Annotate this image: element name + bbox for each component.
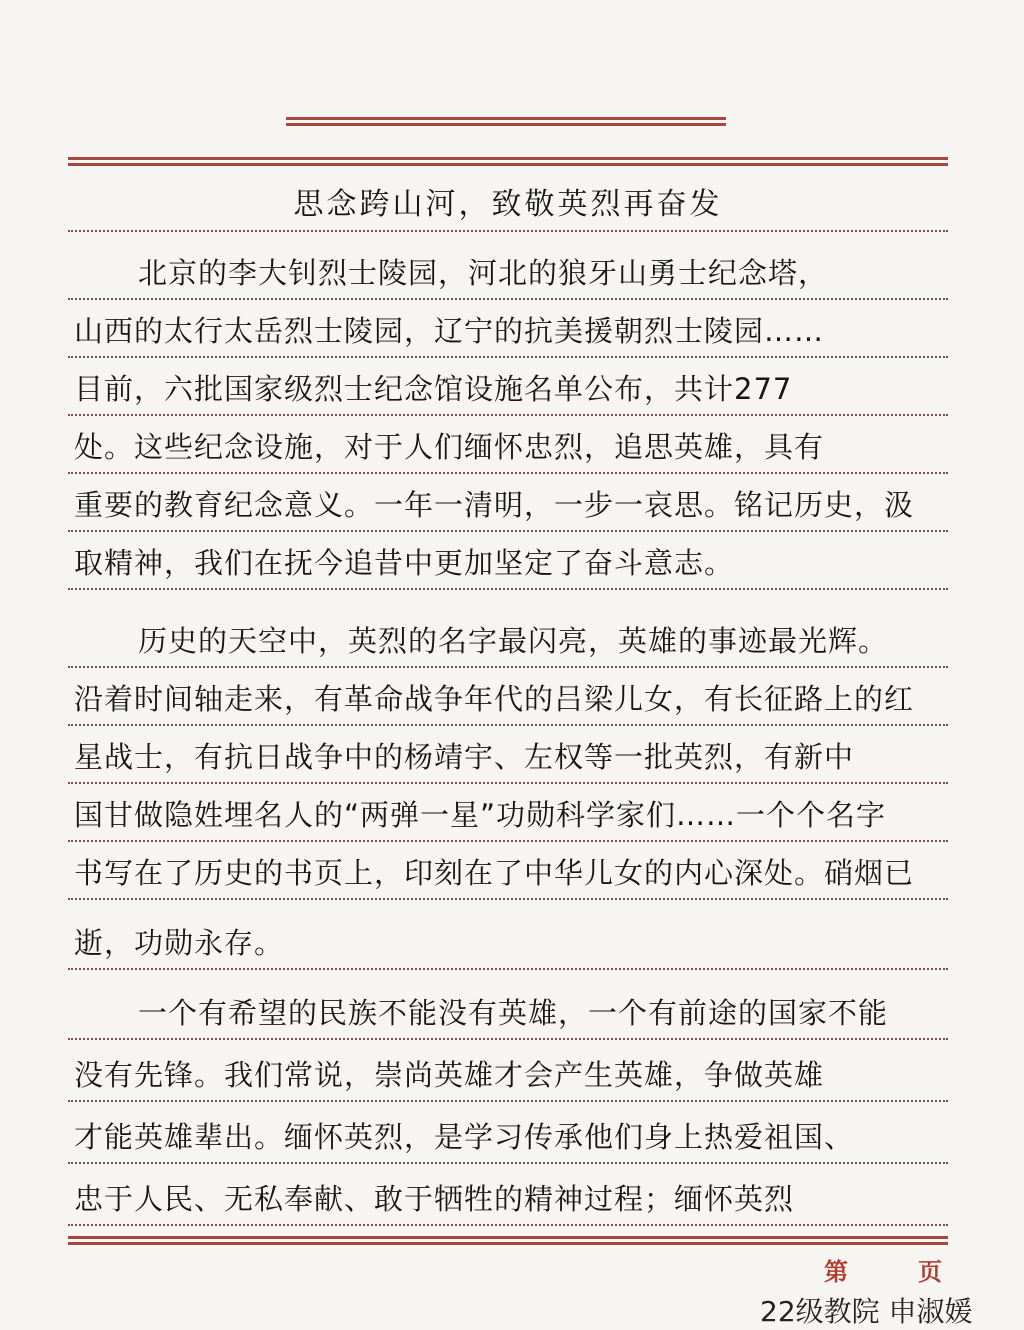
ruled-line	[68, 530, 948, 590]
ruled-line	[68, 724, 948, 784]
ruled-line	[68, 1042, 948, 1102]
frame-top-rule-inner	[68, 163, 948, 166]
ruled-line	[68, 666, 948, 726]
line-text: 书写在了历史的书页上，印刻在了中华儿女的内心深处。硝烟已	[74, 856, 915, 890]
line-text: 忠于人民、无私奉献、敢于牺牲的精神过程；缅怀英烈	[74, 1182, 795, 1216]
ruled-line	[68, 298, 948, 358]
line-text: 没有先锋。我们常说，崇尚英雄才会产生英雄，争做英雄	[74, 1058, 825, 1092]
line-text: 一个有希望的民族不能没有英雄，一个有前途的国家不能	[138, 996, 889, 1030]
line-text: 处。这些纪念设施，对于人们缅怀忠烈，追思英雄，具有	[74, 430, 825, 464]
line-text: 逝，功勋永存。	[74, 926, 285, 960]
ruled-line	[68, 1104, 948, 1164]
line-text: 北京的李大钊烈士陵园，河北的狼牙山勇士纪念塔，	[138, 256, 829, 290]
ruled-line	[68, 782, 948, 842]
ruled-line	[68, 356, 948, 416]
ruled-line	[68, 472, 948, 532]
line-text: 山西的太行太岳烈士陵园，辽宁的抗美援朝烈士陵园……	[74, 314, 825, 348]
author-signature: 22级教院 申淑媛	[760, 1295, 973, 1328]
ruled-line	[68, 980, 948, 1040]
line-text: 目前，六批国家级烈士纪念馆设施名单公布，共计277	[74, 372, 793, 406]
line-text: 国甘做隐姓埋名人的“两弹一星”功勋科学家们……一个个名字	[74, 798, 887, 832]
frame-top-rule	[68, 157, 948, 160]
header-rule-top	[286, 117, 726, 120]
line-text: 重要的教育纪念意义。一年一清明，一步一哀思。铭记历史，汲	[74, 488, 915, 522]
line-text: 取精神，我们在抚今追昔中更加坚定了奋斗意志。	[74, 546, 735, 580]
ruled-line	[68, 1166, 948, 1226]
line-text: 历史的天空中，英烈的名字最闪亮，英雄的事迹最光辉。	[138, 624, 889, 658]
page-number-suffix: 页	[918, 1257, 942, 1286]
ruled-line	[68, 414, 948, 474]
frame-bottom-rule-inner	[68, 1242, 948, 1245]
page-number-prefix: 第	[824, 1257, 848, 1286]
essay-title-line	[68, 172, 948, 232]
line-text: 沿着时间轴走来，有革命战争年代的吕梁儿女，有长征路上的红	[74, 682, 915, 716]
essay-title: 思念跨山河，致敬英烈再奋发	[293, 188, 723, 222]
line-text: 星战士，有抗日战争中的杨靖宇、左权等一批英烈，有新中	[74, 740, 855, 774]
header-rule-bottom	[286, 123, 726, 126]
ruled-line	[68, 240, 948, 300]
ruled-line	[68, 840, 948, 900]
line-text: 才能英雄辈出。缅怀英烈，是学习传承他们身上热爱祖国、	[74, 1120, 855, 1154]
frame-bottom-rule	[68, 1236, 948, 1239]
ruled-line	[68, 910, 948, 970]
ruled-line	[68, 608, 948, 668]
